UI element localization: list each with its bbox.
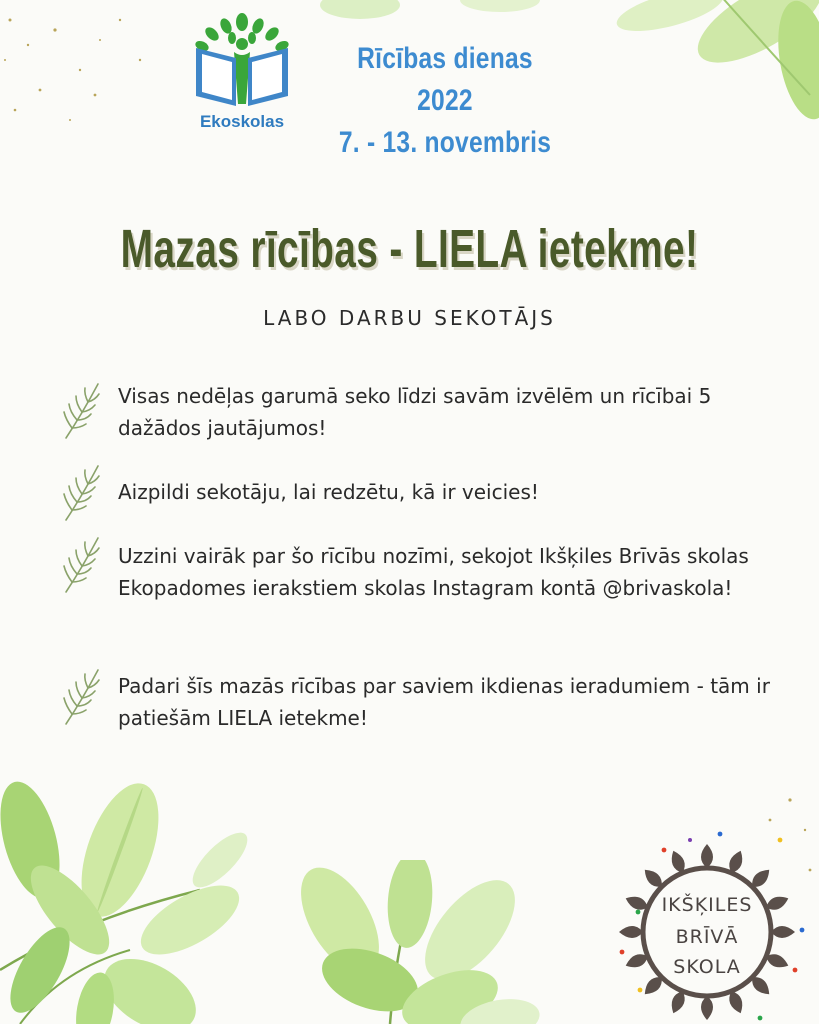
school-name-line1: IKŠĶILES: [661, 894, 753, 916]
ekoskolas-logo: [186, 8, 298, 138]
event-dates: 7. - 13. novembris: [338, 126, 552, 159]
leaves-bottom-middle: [270, 860, 550, 1024]
fern-leaf-icon: [60, 534, 104, 596]
event-header: [300, 38, 590, 164]
leaves-top-right: [560, 0, 819, 130]
fern-leaf-icon: [60, 666, 104, 728]
page-title: Mazas rīcības - LIELA ietekme!: [120, 219, 699, 279]
leaves-top-middle: [320, 0, 540, 30]
event-title: Rīcības dienas 2022: [357, 42, 533, 117]
fern-leaf-icon: [60, 462, 104, 524]
bullet-text: Visas nedēļas garumā seko līdzi savām izvēlēm un rīcībai 5 dažādos jautājumos!: [118, 384, 712, 440]
fern-leaf-icon: [60, 380, 104, 442]
ekoskolas-logo-label: Ekoskolas: [199, 112, 285, 131]
bullet-text: Padari šīs mazās rīcības par saviem ikdienas ieradumiem - tām ir patiešām LIELA ietekme!: [118, 674, 770, 730]
ekoskolas-book-tree-icon: [186, 8, 298, 112]
page-subtitle: LABO DARBU SEKOTĀJS: [263, 306, 556, 330]
school-name-line2: BRĪVĀ: [675, 926, 739, 948]
gold-dots-top-left: [0, 0, 160, 140]
bullet-text: Aizpildi sekotāju, lai redzētu, kā ir veicies!: [118, 480, 539, 504]
leaves-bottom-left: [0, 770, 260, 1024]
bullet-text: Uzzini vairāk par šo rīcību nozīmi, sekojot Ikšķiles Brīvās skolas Ekopadomes ierakstiem skolas Instagram kontā @brivaskola!: [118, 544, 749, 600]
school-name-line3: SKOLA: [673, 956, 741, 978]
school-logo: [612, 832, 812, 1022]
